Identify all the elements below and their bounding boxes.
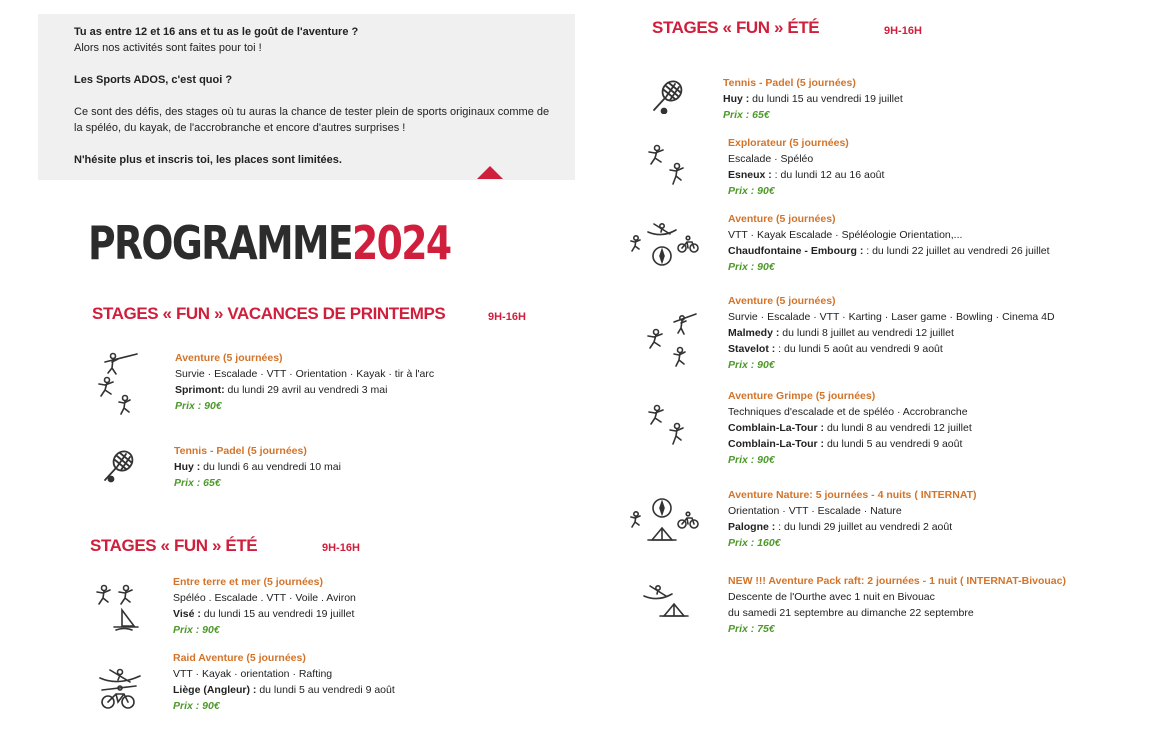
entry-price: Prix : 90€ bbox=[173, 700, 220, 712]
entry-ete-grimpe bbox=[728, 388, 972, 468]
entry-title: Aventure (5 journées) bbox=[175, 352, 283, 364]
entry-price: Prix : 75€ bbox=[728, 623, 775, 635]
entry-dates: : du lundi 29 juillet au vendredi 2 août bbox=[775, 521, 953, 533]
entry-place: Esneux : bbox=[728, 169, 772, 181]
entry-dates: du lundi 15 au vendredi 19 juillet bbox=[200, 608, 355, 620]
intro-desc-2: la spéléo, du kayak, de l'accrobranche et encore d'autres surprises ! bbox=[74, 122, 406, 134]
entry-title: Tennis - Padel (5 journées) bbox=[174, 445, 307, 457]
entry-price: Prix : 90€ bbox=[173, 624, 220, 636]
entry-activities: VTT · Kayak · orientation · Rafting bbox=[173, 668, 333, 680]
entry-title: Tennis - Padel (5 journées) bbox=[723, 77, 856, 89]
intro-headline: Tu as entre 12 et 16 ans et tu as le goût de l'aventure ? bbox=[74, 26, 359, 38]
section-hours-printemps: 9H-16H bbox=[488, 311, 526, 323]
entry-place: Visé : bbox=[173, 608, 201, 620]
entry-description: Descente de l'Ourthe avec 1 nuit en Bivouac bbox=[728, 591, 935, 603]
entry-ete-explorateur bbox=[728, 135, 884, 199]
entry-dates: du lundi 5 au vendredi 9 août bbox=[824, 438, 963, 450]
entry-activities: Spéléo . Escalade . VTT · Voile . Aviron bbox=[173, 592, 356, 604]
intro-box bbox=[38, 14, 575, 180]
entry-printemps-tennis bbox=[174, 443, 341, 491]
entry-price: Prix : 90€ bbox=[728, 359, 775, 371]
entry-ete-tennis bbox=[723, 75, 903, 123]
entry-location-dates bbox=[728, 167, 884, 183]
entry-location-dates bbox=[175, 382, 434, 398]
entry-activities: Survie · Escalade · VTT · Karting · Laser game · Bowling · Cinema 4D bbox=[728, 311, 1055, 323]
compass-tent-bike-icon bbox=[628, 496, 700, 544]
intro-cta: N'hésite plus et inscris toi, les places sont limitées. bbox=[74, 154, 342, 166]
climbing-sailing-icon bbox=[94, 580, 144, 632]
entry-title: NEW !!! Aventure Pack raft: 2 journées - 1 nuit ( INTERNAT-Bivouac) bbox=[728, 575, 1066, 587]
entry-location-dates-2 bbox=[728, 436, 972, 452]
entry-ete-pack-raft bbox=[728, 573, 1066, 637]
entry-activities: Orientation · VTT · Escalade · Nature bbox=[728, 505, 902, 517]
entry-title: Aventure (5 journées) bbox=[728, 213, 836, 225]
programme-year: 2024 bbox=[352, 216, 451, 270]
entry-title: Aventure Grimpe (5 journées) bbox=[728, 390, 876, 402]
entry-place: Liège (Angleur) : bbox=[173, 684, 257, 696]
entry-title: Raid Aventure (5 journées) bbox=[173, 652, 306, 664]
entry-place: Huy : bbox=[174, 461, 201, 473]
entry-location-dates bbox=[728, 519, 977, 535]
entry-dates: du lundi 6 au vendredi 10 mai bbox=[200, 461, 341, 473]
climbers-icon bbox=[93, 348, 145, 418]
entry-dates: : du lundi 12 au 16 août bbox=[771, 169, 885, 181]
kayak-tent-icon bbox=[642, 582, 690, 618]
entry-dates: : du lundi 5 août au vendredi 9 août bbox=[775, 343, 943, 355]
entry-place: Palogne : bbox=[728, 521, 776, 533]
climbers-archer-icon bbox=[646, 312, 698, 368]
entry-location-dates bbox=[173, 682, 395, 698]
entry-price: Prix : 90€ bbox=[175, 400, 222, 412]
programme-word: PROGRAMME bbox=[88, 216, 353, 270]
climbers-icon bbox=[645, 400, 693, 448]
entry-price: Prix : 160€ bbox=[728, 537, 781, 549]
entry-place: Comblain-La-Tour : bbox=[728, 422, 825, 434]
entry-price: Prix : 65€ bbox=[174, 477, 221, 489]
entry-dates: du lundi 29 avril au vendredi 3 mai bbox=[224, 384, 388, 396]
section-title-ete-left: STAGES « FUN » ÉTÉ bbox=[90, 536, 258, 555]
red-triangle-marker bbox=[477, 166, 503, 179]
entry-place: Comblain-La-Tour : bbox=[728, 438, 825, 450]
intro-question: Les Sports ADOS, c'est quoi ? bbox=[74, 74, 233, 86]
tennis-racket-icon bbox=[101, 448, 137, 484]
entry-location-dates-1 bbox=[728, 420, 972, 436]
entry-price: Prix : 65€ bbox=[723, 109, 770, 121]
entry-price: Prix : 90€ bbox=[728, 261, 775, 273]
entry-location-dates-2 bbox=[728, 341, 1055, 357]
entry-price: Prix : 90€ bbox=[728, 454, 775, 466]
entry-place: Malmedy : bbox=[728, 327, 780, 339]
raid-icon bbox=[96, 664, 144, 712]
entry-ete-aventure-malmedy bbox=[728, 293, 1055, 373]
entry-printemps-aventure bbox=[175, 350, 434, 414]
entry-activities: Escalade · Spéléo bbox=[728, 153, 814, 165]
entry-title: Aventure Nature: 5 journées - 4 nuits ( INTERNAT) bbox=[728, 489, 977, 501]
kayak-compass-bike-icon bbox=[628, 218, 700, 270]
entry-ete-terre-mer bbox=[173, 574, 356, 638]
entry-ete-aventure-chaudfontaine bbox=[728, 211, 1050, 275]
entry-location-dates bbox=[174, 459, 341, 475]
entry-location-dates-1 bbox=[728, 325, 1055, 341]
entry-dates: du lundi 8 au vendredi 12 juillet bbox=[824, 422, 972, 434]
entry-price: Prix : 90€ bbox=[728, 185, 775, 197]
entry-place: Stavelot : bbox=[728, 343, 776, 355]
entry-ete-nature bbox=[728, 487, 977, 551]
entry-dates: : du lundi 22 juillet au vendredi 26 juillet bbox=[863, 245, 1050, 257]
climbers-icon bbox=[645, 140, 693, 188]
entry-location-dates bbox=[728, 243, 1050, 259]
entry-dates: du lundi 8 juillet au vendredi 12 juillet bbox=[779, 327, 954, 339]
entry-dates: du lundi 15 au vendredi 19 juillet bbox=[749, 93, 903, 105]
entry-activities: VTT · Kayak Escalade · Spéléologie Orientation,... bbox=[728, 229, 963, 241]
intro-desc-1: Ce sont des défis, des stages où tu auras la chance de tester plein de sports originaux comme de bbox=[74, 106, 550, 118]
section-hours-ete-left: 9H-16H bbox=[322, 542, 360, 554]
intro-subline: Alors nos activités sont faites pour toi ! bbox=[74, 42, 262, 54]
entry-activities: Survie · Escalade · VTT · Orientation · Kayak · tir à l'arc bbox=[175, 368, 435, 380]
entry-dates: du samedi 21 septembre au dimanche 22 septembre bbox=[728, 607, 974, 619]
entry-place: Huy : bbox=[723, 93, 750, 105]
section-title-ete-right: STAGES « FUN » ÉTÉ bbox=[652, 18, 820, 37]
entry-location-dates bbox=[723, 91, 903, 107]
tennis-racket-icon bbox=[650, 78, 686, 114]
programme-title bbox=[88, 214, 450, 272]
section-title-printemps: STAGES « FUN » VACANCES DE PRINTEMPS bbox=[92, 304, 446, 323]
entry-activities: Techniques d'escalade et de spéléo · Accrobranche bbox=[728, 406, 968, 418]
entry-place: Chaudfontaine - Embourg : bbox=[728, 245, 864, 257]
entry-location-dates bbox=[173, 606, 356, 622]
entry-title: Explorateur (5 journées) bbox=[728, 137, 849, 149]
entry-dates: du lundi 5 au vendredi 9 août bbox=[256, 684, 395, 696]
entry-place: Sprimont: bbox=[175, 384, 225, 396]
entry-ete-raid bbox=[173, 650, 395, 714]
entry-title: Aventure (5 journées) bbox=[728, 295, 836, 307]
entry-title: Entre terre et mer (5 journées) bbox=[173, 576, 323, 588]
section-hours-ete-right: 9H-16H bbox=[884, 25, 922, 37]
